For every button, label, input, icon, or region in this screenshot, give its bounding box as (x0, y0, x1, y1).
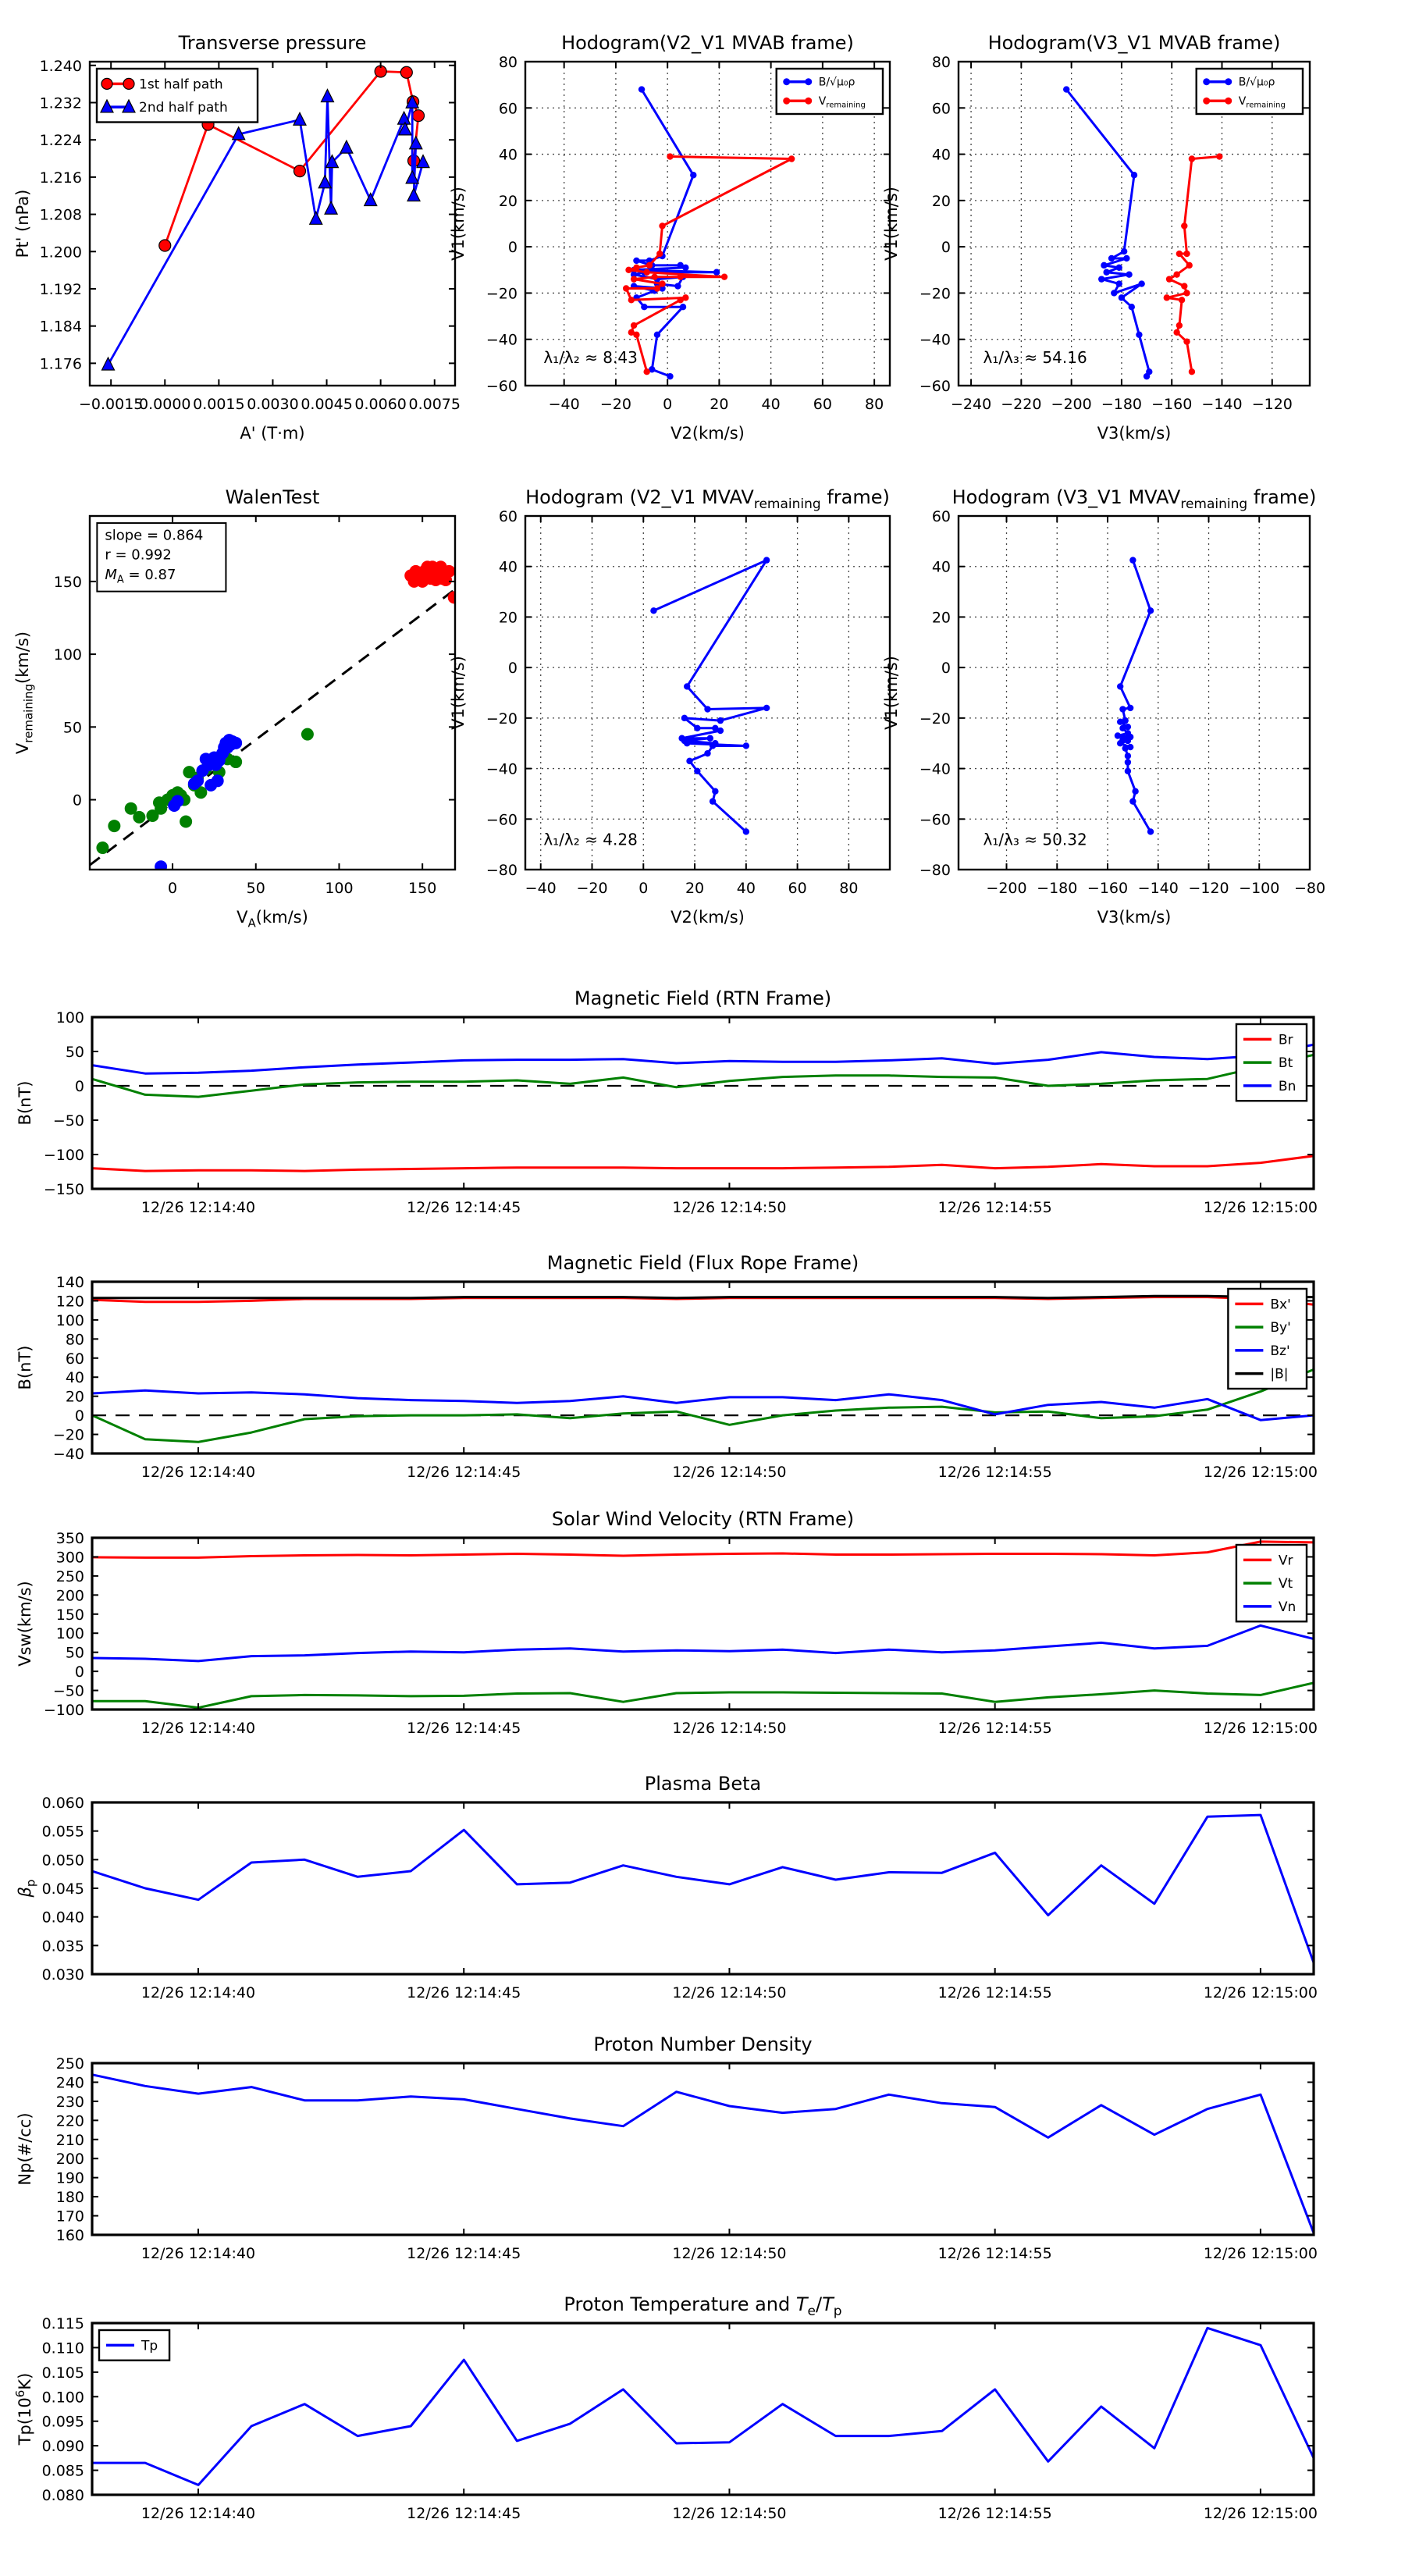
svg-text:Bz': Bz' (1270, 1343, 1290, 1359)
svg-text:60: 60 (65, 1350, 84, 1368)
svg-text:r = 0.992: r = 0.992 (105, 546, 172, 564)
svg-text:0: 0 (941, 660, 951, 678)
svg-text:80: 80 (65, 1331, 84, 1349)
svg-text:12/26 12:14:40: 12/26 12:14:40 (140, 1720, 256, 1737)
svg-text:Magnetic Field (Flux Rope Fram: Magnetic Field (Flux Rope Frame) (546, 1252, 859, 1274)
svg-text:Vn: Vn (1278, 1599, 1297, 1615)
svg-text:80: 80 (498, 54, 518, 71)
svg-text:150: 150 (408, 880, 437, 897)
svg-text:Solar Wind Velocity (RTN Frame: Solar Wind Velocity (RTN Frame) (551, 1508, 855, 1530)
svg-text:−160: −160 (1151, 396, 1193, 413)
svg-text:Hodogram (V3_V1 MVAVremaining: Hodogram (V3_V1 $MVAV_{remaining}$ frame) (951, 486, 1317, 512)
svg-text:MA = 0.87: $M_A = 0.87$ (105, 566, 176, 586)
svg-text:V1(km/s): V1(km/s) (449, 656, 468, 730)
svg-text:12/26 12:14:45: 12/26 12:14:45 (407, 1720, 521, 1737)
svg-text:−0.0015: −0.0015 (78, 396, 144, 413)
chart-proton-temperature (10, 2280, 1368, 2573)
svg-text:50: 50 (65, 1644, 84, 1662)
svg-text:12/26 12:14:50: 12/26 12:14:50 (672, 1464, 787, 1481)
svg-text:Br: Br (1278, 1032, 1293, 1048)
svg-text:−140: −140 (1201, 396, 1243, 413)
svg-text:50: 50 (62, 719, 82, 737)
svg-text:V2(km/s): V2(km/s) (670, 908, 745, 927)
svg-text:1.176: 1.176 (39, 355, 82, 373)
svg-text:Vr: Vr (1278, 1553, 1293, 1569)
svg-text:WalenTest: WalenTest (225, 486, 320, 508)
svg-text:240: 240 (55, 2074, 84, 2092)
svg-text:−50: −50 (52, 1682, 84, 1700)
svg-text:0: 0 (663, 396, 673, 413)
svg-text:20: 20 (931, 192, 951, 210)
chart-transverse-pressure (8, 19, 510, 464)
chart-hodogram-v2v1-mvab (443, 19, 944, 464)
svg-text:−160: −160 (1087, 880, 1129, 897)
svg-text:150: 150 (55, 1606, 84, 1624)
svg-text:350: 350 (55, 1530, 84, 1547)
svg-text:230: 230 (55, 2093, 84, 2111)
svg-text:60: 60 (498, 100, 518, 118)
svg-text:−50: −50 (52, 1112, 84, 1130)
svg-text:−20: −20 (919, 710, 951, 728)
svg-text:Magnetic Field (RTN Frame): Magnetic Field (RTN Frame) (574, 987, 832, 1009)
svg-text:B/√μ₀ρ: B/√μ₀ρ (1238, 76, 1275, 89)
svg-text:0.090: 0.090 (41, 2438, 84, 2456)
svg-text:V3(km/s): V3(km/s) (1097, 424, 1172, 443)
svg-text:1.240: 1.240 (39, 57, 82, 75)
svg-text:12/26 12:14:45: 12/26 12:14:45 (407, 1199, 521, 1216)
svg-text:12/26 12:14:50: 12/26 12:14:50 (672, 1984, 787, 2001)
svg-text:0.080: 0.080 (41, 2487, 84, 2504)
svg-text:12/26 12:14:45: 12/26 12:14:45 (407, 1984, 521, 2001)
svg-text:40: 40 (761, 396, 781, 413)
svg-text:0.110: 0.110 (41, 2339, 84, 2357)
svg-text:−200: −200 (1051, 396, 1092, 413)
svg-text:60: 60 (788, 880, 807, 897)
svg-text:−120: −120 (1188, 880, 1229, 897)
svg-text:160: 160 (55, 2227, 84, 2244)
svg-text:−180: −180 (1037, 880, 1078, 897)
svg-text:60: 60 (813, 396, 832, 413)
svg-text:Proton Temperature and Te/Tp: Proton Temperature and $T_e/T_p$ (564, 2293, 842, 2319)
svg-text:−100: −100 (1239, 880, 1280, 897)
svg-text:Tp: Tp (141, 2338, 158, 2354)
svg-text:20: 20 (685, 880, 705, 897)
svg-text:V3(km/s): V3(km/s) (1097, 908, 1172, 927)
svg-text:−40: −40 (486, 331, 518, 349)
svg-text:0.050: 0.050 (41, 1852, 84, 1870)
svg-text:−60: −60 (486, 378, 518, 395)
chart-hodogram-v3v1-mvav (877, 473, 1364, 948)
svg-text:12/26 12:14:50: 12/26 12:14:50 (672, 2505, 787, 2522)
svg-text:V1(km/s): V1(km/s) (449, 187, 468, 261)
svg-text:12/26 12:14:40: 12/26 12:14:40 (140, 2245, 256, 2262)
svg-text:0.0045: 0.0045 (301, 396, 353, 413)
svg-text:220: 220 (55, 2112, 84, 2130)
svg-text:−80: −80 (1293, 880, 1326, 897)
svg-text:12/26 12:14:55: 12/26 12:14:55 (937, 2505, 1052, 2522)
svg-text:0: 0 (507, 660, 518, 678)
svg-text:−200: −200 (986, 880, 1027, 897)
svg-text:λ₁/λ₃ ≈ 50.32: λ₁/λ₃ ≈ 50.32 (983, 830, 1087, 849)
svg-text:12/26 12:15:00: 12/26 12:15:00 (1203, 1464, 1318, 1481)
svg-text:12/26 12:14:45: 12/26 12:14:45 (407, 2245, 521, 2262)
svg-text:12/26 12:15:00: 12/26 12:15:00 (1203, 1199, 1318, 1216)
svg-text:Plasma Beta: Plasma Beta (644, 1773, 762, 1795)
svg-text:−60: −60 (486, 811, 518, 829)
chart-hodogram-v2v1-mvav (443, 473, 944, 948)
svg-text:12/26 12:14:55: 12/26 12:14:55 (937, 1984, 1052, 2001)
svg-text:0: 0 (74, 1078, 84, 1095)
svg-text:140: 140 (55, 1274, 84, 1291)
svg-text:0.060: 0.060 (41, 1795, 84, 1812)
chart-plasma-beta (10, 1759, 1368, 2052)
svg-text:210: 210 (55, 2131, 84, 2149)
svg-text:B/√μ₀ρ: B/√μ₀ρ (818, 76, 855, 89)
svg-text:1.208: 1.208 (39, 206, 82, 224)
svg-text:Hodogram(V3_V1 MVAB frame): Hodogram(V3_V1 MVAB frame) (987, 32, 1281, 54)
svg-text:20: 20 (931, 609, 951, 627)
svg-text:−40: −40 (548, 396, 580, 413)
svg-text:|B|: |B| (1270, 1366, 1289, 1382)
svg-text:200: 200 (55, 2151, 84, 2169)
svg-text:Bn: Bn (1278, 1078, 1297, 1094)
svg-text:0: 0 (941, 239, 951, 257)
svg-text:By': By' (1270, 1320, 1291, 1336)
svg-text:80: 80 (931, 54, 951, 71)
svg-text:βp: $\beta_p$ (16, 1879, 38, 1898)
svg-text:0.0015: 0.0015 (193, 396, 245, 413)
svg-text:60: 60 (498, 508, 518, 525)
svg-text:−100: −100 (43, 1147, 84, 1164)
svg-text:80: 80 (839, 880, 859, 897)
svg-text:−20: −20 (52, 1426, 84, 1444)
svg-text:250: 250 (55, 2055, 84, 2073)
svg-text:0.0075: 0.0075 (408, 396, 461, 413)
svg-text:100: 100 (325, 880, 354, 897)
svg-text:−20: −20 (576, 880, 608, 897)
svg-text:0.100: 0.100 (41, 2389, 84, 2407)
svg-text:12/26 12:14:45: 12/26 12:14:45 (407, 2505, 521, 2522)
svg-text:40: 40 (931, 558, 951, 576)
svg-text:Tp(106K): $Tp(10^6K)$ (13, 2372, 34, 2446)
svg-text:250: 250 (55, 1567, 84, 1585)
svg-text:0.085: 0.085 (41, 2462, 84, 2480)
svg-text:190: 190 (55, 2169, 84, 2187)
chart-magnetic-field-rtn (10, 974, 1368, 1267)
svg-text:0: 0 (168, 880, 178, 897)
svg-text:Pt' (nPa): Pt' (nPa) (13, 189, 32, 258)
svg-text:Vremaining(km/s): $V_{remaining}(km/s)$ (13, 631, 36, 755)
svg-text:40: 40 (498, 558, 518, 576)
svg-text:180: 180 (55, 2189, 84, 2207)
svg-text:λ₁/λ₃ ≈ 54.16: λ₁/λ₃ ≈ 54.16 (983, 347, 1087, 367)
svg-text:−180: −180 (1101, 396, 1143, 413)
svg-text:12/26 12:14:50: 12/26 12:14:50 (672, 1199, 787, 1216)
svg-text:12/26 12:15:00: 12/26 12:15:00 (1203, 1720, 1318, 1737)
svg-text:0.040: 0.040 (41, 1909, 84, 1927)
svg-text:0.055: 0.055 (41, 1823, 84, 1841)
svg-text:1.192: 1.192 (39, 280, 82, 298)
svg-text:50: 50 (65, 1044, 84, 1061)
svg-text:20: 20 (710, 396, 729, 413)
svg-text:A' (T·m): A' (T·m) (240, 424, 305, 443)
svg-text:−240: −240 (950, 396, 992, 413)
svg-text:B(nT): B(nT) (16, 1345, 34, 1390)
svg-text:12/26 12:14:40: 12/26 12:14:40 (140, 1984, 256, 2001)
svg-text:40: 40 (736, 880, 756, 897)
svg-text:40: 40 (498, 146, 518, 164)
svg-text:−150: −150 (43, 1181, 84, 1198)
svg-text:−20: −20 (599, 396, 631, 413)
svg-text:0.0060: 0.0060 (354, 396, 407, 413)
svg-text:2nd half path: 2nd half path (139, 100, 228, 116)
svg-text:Hodogram(V2_V1 MVAB frame): Hodogram(V2_V1 MVAB frame) (561, 32, 854, 54)
svg-text:150: 150 (53, 573, 82, 591)
svg-text:60: 60 (931, 508, 951, 525)
svg-text:−80: −80 (919, 862, 951, 879)
svg-text:0: 0 (507, 239, 518, 257)
svg-text:12/26 12:14:50: 12/26 12:14:50 (672, 2245, 787, 2262)
svg-text:12/26 12:15:00: 12/26 12:15:00 (1203, 1984, 1318, 2001)
svg-text:0: 0 (74, 1407, 84, 1425)
svg-text:−40: −40 (486, 760, 518, 778)
svg-text:0.0030: 0.0030 (247, 396, 299, 413)
svg-text:1st half path: 1st half path (139, 76, 223, 93)
svg-text:12/26 12:14:55: 12/26 12:14:55 (937, 2245, 1052, 2262)
svg-text:−80: −80 (486, 862, 518, 879)
svg-text:200: 200 (55, 1587, 84, 1605)
svg-text:100: 100 (55, 1625, 84, 1643)
svg-text:−40: −40 (52, 1446, 84, 1463)
svg-text:170: 170 (55, 2208, 84, 2226)
svg-text:Proton Number Density: Proton Number Density (593, 2033, 813, 2055)
svg-text:12/26 12:14:50: 12/26 12:14:50 (672, 1720, 787, 1737)
svg-text:12/26 12:14:55: 12/26 12:14:55 (937, 1720, 1052, 1737)
svg-text:Np(#/cc): Np(#/cc) (16, 2112, 34, 2186)
svg-text:−100: −100 (43, 1702, 84, 1719)
svg-text:12/26 12:14:40: 12/26 12:14:40 (140, 1464, 256, 1481)
svg-text:V1(km/s): V1(km/s) (882, 187, 901, 261)
svg-text:0.115: 0.115 (41, 2315, 84, 2332)
svg-text:Vsw(km/s): Vsw(km/s) (16, 1581, 34, 1667)
svg-text:B(nT): B(nT) (16, 1080, 34, 1126)
svg-text:80: 80 (865, 396, 884, 413)
svg-text:20: 20 (498, 192, 518, 210)
svg-text:λ₁/λ₂ ≈ 4.28: λ₁/λ₂ ≈ 4.28 (543, 830, 638, 849)
svg-text:−20: −20 (486, 285, 518, 303)
svg-text:V2(km/s): V2(km/s) (670, 424, 745, 443)
svg-text:Transverse pressure: Transverse pressure (178, 32, 367, 54)
svg-text:300: 300 (55, 1549, 84, 1567)
svg-text:−20: −20 (486, 710, 518, 728)
svg-text:−20: −20 (919, 285, 951, 303)
svg-text:0.035: 0.035 (41, 1937, 84, 1955)
svg-text:V1(km/s): V1(km/s) (882, 656, 901, 730)
svg-text:20: 20 (65, 1388, 84, 1406)
svg-text:1.216: 1.216 (39, 169, 82, 187)
svg-text:20: 20 (498, 609, 518, 627)
svg-text:0.095: 0.095 (41, 2413, 84, 2431)
chart-solar-wind-velocity (10, 1495, 1368, 1788)
svg-text:−120: −120 (1251, 396, 1293, 413)
svg-text:0.105: 0.105 (41, 2364, 84, 2382)
svg-text:Vremaining: $V_{remaining}$ (818, 95, 866, 110)
svg-text:1.184: 1.184 (39, 318, 82, 336)
svg-text:0.0000: 0.0000 (139, 396, 191, 413)
chart-magnetic-field-flux-rope (10, 1239, 1368, 1532)
svg-text:60: 60 (931, 100, 951, 118)
svg-text:Vremaining: $V_{remaining}$ (1238, 95, 1286, 110)
svg-text:12/26 12:14:55: 12/26 12:14:55 (937, 1199, 1052, 1216)
svg-text:Bx': Bx' (1270, 1297, 1291, 1313)
svg-text:VA(km/s): $V_A(km/s)$ (237, 908, 308, 930)
svg-text:100: 100 (53, 646, 82, 664)
svg-text:Vt: Vt (1278, 1576, 1293, 1592)
svg-text:Bt: Bt (1278, 1055, 1293, 1072)
svg-text:−40: −40 (525, 880, 557, 897)
svg-text:12/26 12:15:00: 12/26 12:15:00 (1203, 2245, 1318, 2262)
svg-text:0: 0 (638, 880, 649, 897)
svg-text:−60: −60 (919, 811, 951, 829)
svg-text:−140: −140 (1137, 880, 1179, 897)
svg-text:slope = 0.864: slope = 0.864 (105, 527, 204, 544)
svg-text:12/26 12:14:55: 12/26 12:14:55 (937, 1464, 1052, 1481)
svg-text:−220: −220 (1001, 396, 1042, 413)
svg-text:−60: −60 (919, 378, 951, 395)
svg-text:0.045: 0.045 (41, 1880, 84, 1898)
svg-text:12/26 12:15:00: 12/26 12:15:00 (1203, 2505, 1318, 2522)
svg-text:0.030: 0.030 (41, 1966, 84, 1984)
svg-text:−40: −40 (919, 760, 951, 778)
svg-text:λ₁/λ₂ ≈ 8.43: λ₁/λ₂ ≈ 8.43 (543, 347, 638, 367)
chart-proton-number-density (10, 2020, 1368, 2313)
svg-text:−40: −40 (919, 331, 951, 349)
svg-text:12/26 12:14:40: 12/26 12:14:40 (140, 1199, 256, 1216)
svg-text:1.200: 1.200 (39, 244, 82, 262)
svg-text:Hodogram (V2_V1 MVAVremaining: Hodogram (V2_V1 $MVAV_{remaining}$ frame) (525, 486, 890, 512)
svg-text:50: 50 (246, 880, 265, 897)
chart-hodogram-v3v1-mvab (877, 19, 1364, 464)
chart-walen-test (8, 473, 510, 948)
svg-text:12/26 12:14:40: 12/26 12:14:40 (140, 2505, 256, 2522)
svg-text:120: 120 (55, 1293, 84, 1311)
svg-text:100: 100 (55, 1009, 84, 1026)
svg-text:0: 0 (74, 1663, 84, 1681)
svg-text:40: 40 (65, 1369, 84, 1387)
svg-text:1.224: 1.224 (39, 132, 82, 150)
svg-text:0: 0 (72, 792, 82, 809)
svg-text:100: 100 (55, 1311, 84, 1329)
svg-text:12/26 12:14:45: 12/26 12:14:45 (407, 1464, 521, 1481)
svg-text:40: 40 (931, 146, 951, 164)
svg-text:1.232: 1.232 (39, 94, 82, 112)
